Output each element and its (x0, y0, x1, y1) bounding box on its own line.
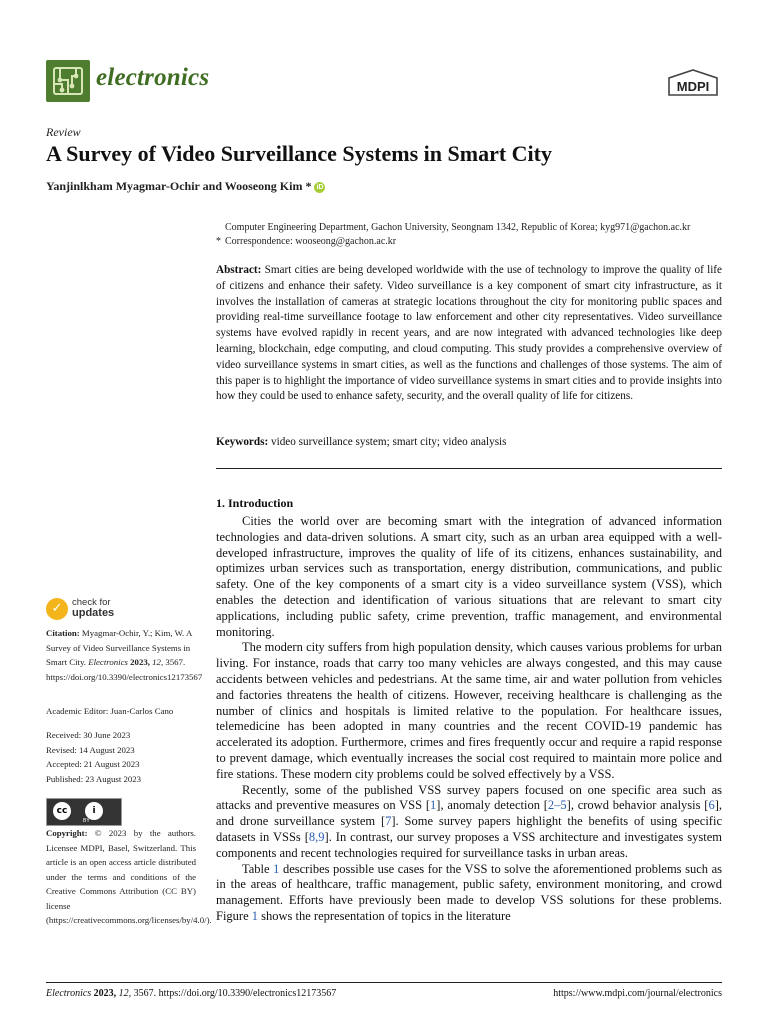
updates-label: check for updates (72, 597, 115, 619)
revised-date: Revised: 14 August 2023 (46, 744, 135, 755)
keywords (216, 436, 722, 448)
check-for-updates-button[interactable] (46, 596, 156, 622)
publisher-name: MDPI (676, 79, 710, 94)
figure-link[interactable]: 1 (251, 908, 259, 923)
abstract-label: Abstract: (216, 264, 262, 276)
academic-editor: Academic Editor: Juan-Carlos Cano (46, 706, 174, 716)
section-divider (216, 468, 722, 469)
keywords-text: video surveillance system; smart city; video analysis (271, 436, 507, 448)
body-text (216, 514, 722, 925)
cc-icon: cc (53, 802, 71, 820)
affiliations (216, 221, 726, 249)
footer-doi-link[interactable]: 3567. https://doi.org/10.3390/electronics12173567 (133, 988, 337, 999)
reference-link[interactable]: 6 (708, 798, 715, 813)
doi-link[interactable]: 3567. https://doi.org/10.3390/electronics12173567 (46, 657, 203, 682)
article-type: Review (46, 125, 81, 139)
affiliation: Computer Engineering Department, Gachon University, Seongnam 1342, Republic of Korea; kyg971@gachon.ac.kr (225, 222, 691, 233)
abstract-text: Smart cities are being developed worldwide with the use of technology to improve the quality of life of citizens and enhance their safety. Video surveillance is a key component of smart city infrastructure, as it involves the installation of cameras at strategic locations throughout the city for monitoring public spaces and providing real-time surveillance footage to law enforcement and other city representatives. Video surveillance systems have evolved rapidly in recent years, and are now integrated with advanced technologies like deep learning, blockchain, edge computing, and cloud computing. This study provides a comprehensive overview of video surveillance systems in smart cities, as well as the functions and challenges of those systems. The aim of this paper is to highlight the importance of video surveillance systems in smart cities and to provide insights into how they could be used to enhance safety, security, and the overall quality of life for citizens. (216, 264, 722, 403)
paragraph: Recently, some of the published VSS survey papers focused on one specific area such as attacks and preventive measures on VSS [1], anomaly detection [2–5], crowd behavior analysis [6], and drone surveillance system [7]. Some survey papers highlight the benefits of using specific datasets in VSSs [8,9]. In contrast, our survey proposes a VSS architecture and investigates system components and recent technologies required for surveillance tasks in urban areas. (216, 782, 722, 860)
received-date: Received: 30 June 2023 (46, 730, 131, 740)
reference-link[interactable]: 1 (430, 798, 437, 813)
correspondence-mark: * (216, 236, 221, 247)
attribution-icon: i (85, 802, 103, 820)
footer-divider (46, 982, 722, 983)
footer-citation: Electronics 2023, 12, 3567. https://doi.org/10.3390/electronics12173567 (46, 988, 337, 999)
journal-logo (46, 60, 90, 102)
paragraph: Cities the world over are becoming smart with the integration of advanced information technologies and data-driven solutions. A smart city, such as an urban area equipped with a well-developed infrastructure, improves the quality of life of its citizens, enhances sustainability, and optimizes urban services such as transportation, energy distribution, communications, and public safety. One of the key components of a smart city is a video surveillance system (VSS), which enables the detection and identification of various situations that are relevant to smart city applications, including public safety, crime prevention, traffic management, and environmental monitoring. (216, 514, 722, 639)
accepted-date: Accepted: 21 August 2023 (46, 759, 140, 769)
publication-dates (46, 728, 198, 786)
table-link[interactable]: 1 (273, 861, 280, 876)
journal-name: electronics (96, 64, 210, 91)
section-heading: 1. Introduction (216, 496, 294, 510)
cc-by-license-badge[interactable] (46, 798, 122, 826)
orcid-icon[interactable]: iD (316, 184, 324, 191)
reference-link[interactable]: 7 (385, 814, 392, 829)
reference-link[interactable]: 8,9 (308, 829, 325, 844)
by-label: BY (83, 818, 90, 824)
citation: Citation: Myagmar-Ochir, Y.; Kim, W. A Survey of Video Surveillance Systems in Smart City. Electronics 2023, 12, 3567. https://doi.org/10.3390/electronics12173567 (46, 628, 203, 682)
paragraph: The modern city suffers from high population density, which causes various problems for urban living. For instance, roads that carry too many vehicles are always congested, and this may cause accidents between vehicles and pedestrians. At the same time, air and water pollution from vehicles and factories threatens the health of citizens. However, receiving healthcare is challenging as the number of clinics and hospitals is limited relative to the population. For healthcare issues, telemedicine has been adopted in many countries and the recent COVID-19 pandemic has accelerated its adoption. Furthermore, crimes and fires frequently occur and require a rapid response to prevent damage, which eventually increases the social cost required to maintain more police and fire stations. These modern city problems could be solved effectively by a VSS. (216, 640, 722, 781)
correspondence: Correspondence: wooseong@gachon.ac.kr (225, 236, 397, 247)
copyright-notice: Copyright: © 2023 by the authors. Licensee MDPI, Basel, Switzerland. This article is an open access article distributed under the terms and conditions of the Creative Commons Attribution (CC BY) license (https://creativecommons.org/licenses/by/4.0/). (46, 828, 212, 925)
journal-url-link[interactable]: https://www.mdpi.com/journal/electronics (553, 988, 722, 999)
abstract (216, 263, 722, 405)
published-date: Published: 23 August 2023 (46, 773, 142, 784)
reference-link[interactable]: 2–5 (547, 798, 567, 813)
mdpi-logo (666, 68, 720, 98)
article-title: A Survey of Video Surveillance Systems in Smart City (46, 141, 552, 166)
paragraph: Table 1 describes possible use cases for the VSS to solve the aforementioned problems such as in the areas of healthcare, traffic management, public safety, environment monitoring, and crowd management. Efforts have previously been made to develop VSS solutions for these problems. Figure 1 shows the representation of topics in the literature (216, 861, 722, 923)
author-list (46, 179, 325, 194)
check-icon: ✓ (46, 598, 68, 620)
keywords-label: Keywords: (216, 436, 269, 448)
author-names: Yanjinlkham Myagmar-Ochir and Wooseong Kim * (46, 179, 312, 193)
circuit-board-icon (46, 60, 90, 102)
